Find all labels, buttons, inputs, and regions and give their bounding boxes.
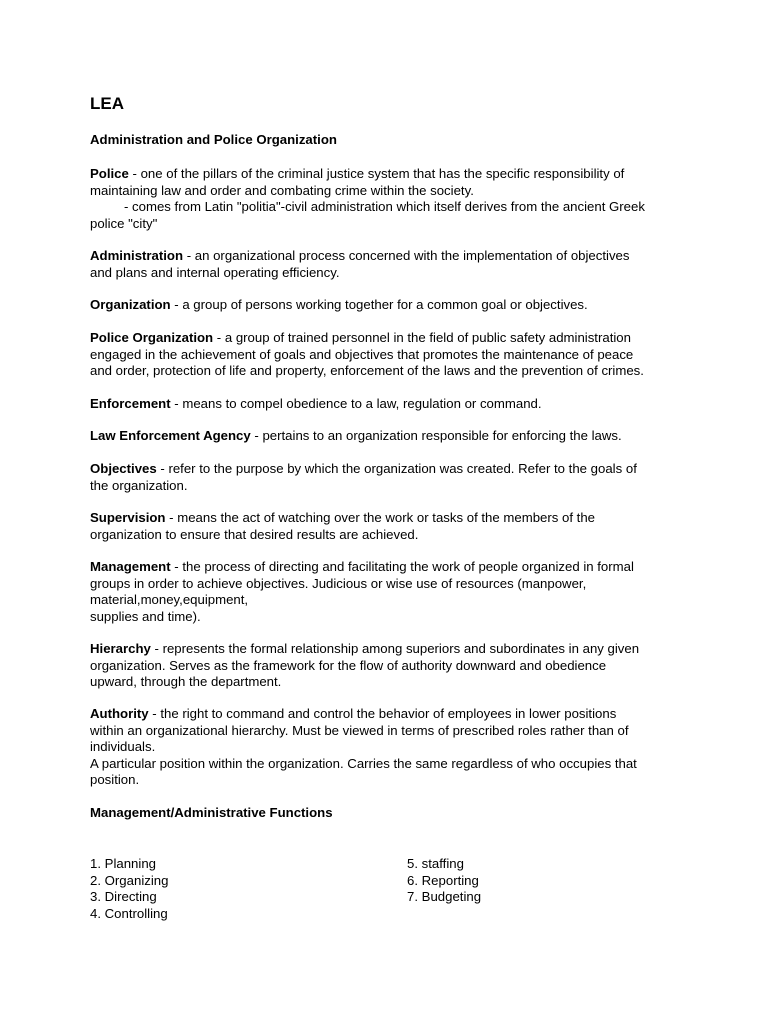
definition-term: Supervision bbox=[90, 510, 166, 525]
definition-note: - comes from Latin "politia"-civil administration which itself derives from the ancient Greek bbox=[124, 199, 645, 215]
definition-text: supplies and time). bbox=[90, 608, 201, 624]
definition-term: Authority bbox=[90, 706, 149, 721]
definition-text: - the process of directing and facilitating the work of people organized in formal bbox=[170, 559, 634, 574]
definition-text: position. bbox=[90, 772, 140, 788]
definition-text: and plans and internal operating efficiency. bbox=[90, 264, 340, 280]
definition-text: and order, protection of life and property, enforcement of the laws and the prevention of crimes. bbox=[90, 363, 644, 379]
definition-hierarchy bbox=[90, 641, 680, 691]
list-item: 2. Organizing bbox=[90, 872, 169, 888]
definition-police bbox=[90, 166, 680, 232]
functions-list-right bbox=[407, 856, 481, 906]
list-item: 5. staffing bbox=[407, 856, 464, 871]
definition-term: Law Enforcement Agency bbox=[90, 428, 251, 443]
definition-text: A particular position within the organization. Carries the same regardless of who occupies that bbox=[90, 755, 637, 771]
definition-term: Management bbox=[90, 559, 171, 574]
definition-enforcement bbox=[90, 396, 680, 413]
definition-text: - a group of persons working together for a common goal or objectives. bbox=[170, 297, 588, 312]
definition-text: - means to compel obedience to a law, regulation or command. bbox=[170, 396, 542, 411]
definition-text: maintaining law and order and combating crime within the society. bbox=[90, 182, 474, 198]
list-item: 6. Reporting bbox=[407, 872, 479, 888]
definition-term: Organization bbox=[90, 297, 171, 312]
definition-text: - refer to the purpose by which the organization was created. Refer to the goals of bbox=[156, 461, 637, 476]
definition-text: organization to ensure that desired results are achieved. bbox=[90, 526, 419, 542]
definition-term: Administration bbox=[90, 248, 184, 263]
definition-organization bbox=[90, 297, 680, 314]
definition-management bbox=[90, 559, 680, 625]
definition-text: - one of the pillars of the criminal justice system that has the specific responsibility of bbox=[128, 166, 625, 181]
definition-text: - an organizational process concerned with the implementation of objectives bbox=[183, 248, 630, 263]
definition-text: - means the act of watching over the work or tasks of the members of the bbox=[165, 510, 596, 525]
definition-administration bbox=[90, 248, 680, 281]
definition-term: Police bbox=[90, 166, 129, 181]
list-item: 1. Planning bbox=[90, 856, 156, 871]
functions-heading: Management/Administrative Functions bbox=[90, 805, 333, 820]
list-item: 3. Directing bbox=[90, 889, 157, 905]
definition-term: Enforcement bbox=[90, 396, 171, 411]
document-title: LEA bbox=[90, 94, 124, 113]
definition-term: Hierarchy bbox=[90, 641, 151, 656]
definition-text: engaged in the achievement of goals and objectives that promotes the maintenance of peace bbox=[90, 346, 634, 362]
definition-text: - represents the formal relationship among superiors and subordinates in any given bbox=[150, 641, 640, 656]
definition-note: police "city" bbox=[90, 215, 158, 231]
definition-text: upward, through the department. bbox=[90, 674, 282, 690]
document-subtitle: Administration and Police Organization bbox=[90, 132, 337, 147]
definition-text: groups in order to achieve objectives. Judicious or wise use of resources (manpower, bbox=[90, 575, 587, 591]
definition-police-organization bbox=[90, 330, 680, 380]
definition-supervision bbox=[90, 510, 680, 543]
definition-text: within an organizational hierarchy. Must be viewed in terms of prescribed roles rather than of bbox=[90, 722, 629, 738]
definition-text: the organization. bbox=[90, 477, 188, 493]
definition-authority bbox=[90, 706, 680, 789]
definition-term: Objectives bbox=[90, 461, 157, 476]
definition-law-enforcement-agency bbox=[90, 428, 680, 445]
definition-text: material,money,equipment, bbox=[90, 592, 249, 608]
definition-text: individuals. bbox=[90, 739, 156, 755]
definition-text: - pertains to an organization responsible for enforcing the laws. bbox=[250, 428, 622, 443]
functions-list-left bbox=[90, 856, 168, 922]
definition-term: Police Organization bbox=[90, 330, 214, 345]
definition-objectives bbox=[90, 461, 680, 494]
definition-text: organization. Serves as the framework for the flow of authority downward and obedience bbox=[90, 657, 607, 673]
definition-text: - a group of trained personnel in the field of public safety administration bbox=[213, 330, 631, 345]
list-item: 4. Controlling bbox=[90, 905, 168, 921]
definition-text: - the right to command and control the behavior of employees in lower positions bbox=[148, 706, 617, 721]
list-item: 7. Budgeting bbox=[407, 889, 482, 905]
